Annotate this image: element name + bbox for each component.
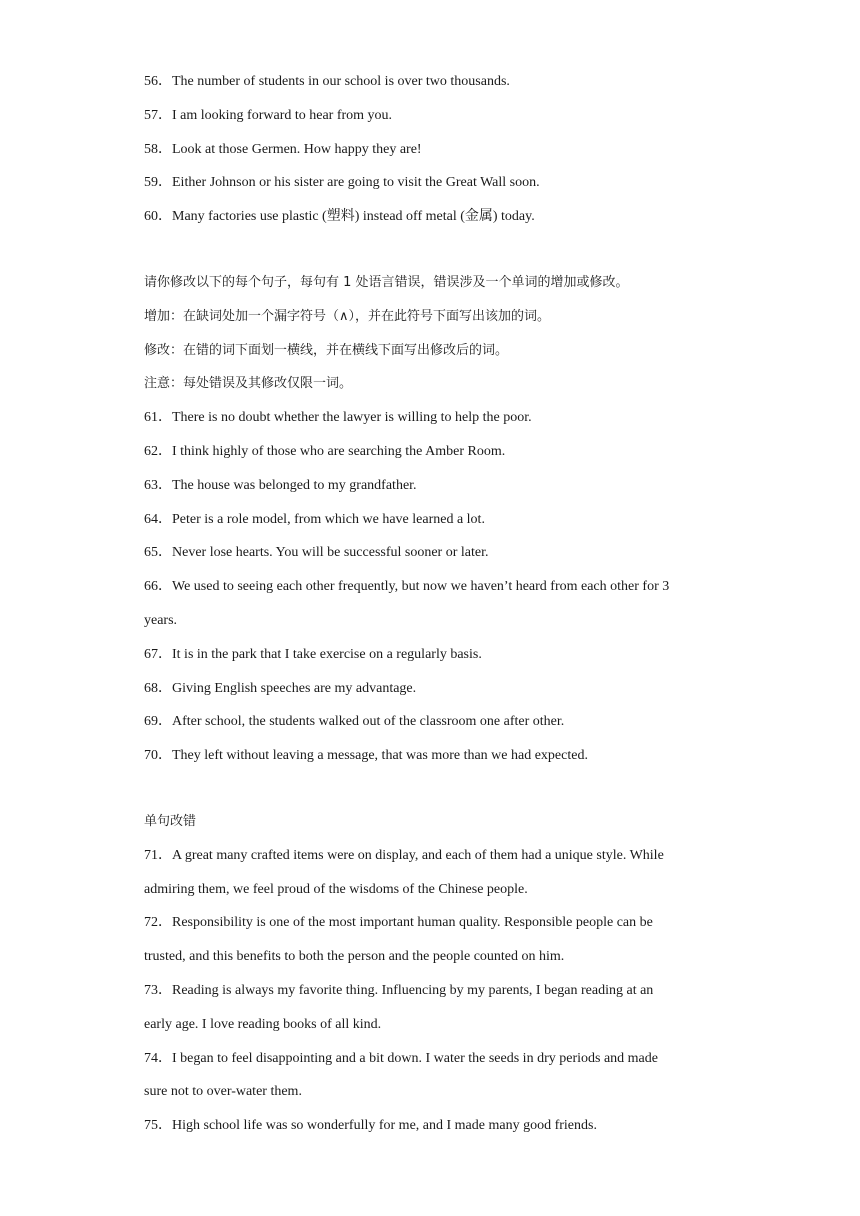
instruction-modify: 修改：在错的词下面划一横线，并在横线下面写出修改后的词。 xyxy=(144,342,509,358)
question-64: 64．Peter is a role model, from which we have learned a lot. xyxy=(144,511,485,527)
question-74-continued: sure not to over-water them. xyxy=(144,1084,302,1100)
question-72: 72．Responsibility is one of the most important human quality. Responsible people can be xyxy=(144,915,653,931)
section-gap xyxy=(144,241,724,273)
question-57: 57．I am looking forward to hear from you. xyxy=(144,107,393,123)
question-74: 74．I began to feel disappointing and a bit down. I water the seeds in dry periods and made xyxy=(144,1050,658,1066)
section-gap xyxy=(144,780,724,812)
instruction-note: 注意：每处错误及其修改仅限一词。 xyxy=(144,376,353,392)
question-71: 71．A great many crafted items were on display, and each of them had a unique style. While xyxy=(144,847,664,863)
question-66-continued: years. xyxy=(144,612,178,628)
document-page xyxy=(144,72,724,1150)
question-60: 60．Many factories use plastic (塑料) instead off metal (金属) today. xyxy=(144,209,535,225)
question-61: 61．There is no doubt whether the lawyer is willing to help the poor. xyxy=(144,410,532,426)
section-1 xyxy=(144,72,724,227)
section-3-title: 单句改错 xyxy=(144,813,197,829)
question-73-continued: early age. I love reading books of all kind. xyxy=(144,1016,382,1032)
question-66: 66．We used to seeing each other frequently, but now we haven’t heard from each other for 3 xyxy=(144,579,670,595)
question-59: 59．Either Johnson or his sister are going to visit the Great Wall soon. xyxy=(144,175,540,191)
question-63: 63．The house was belonged to my grandfather. xyxy=(144,477,417,493)
question-58: 58．Look at those Germen. How happy they are! xyxy=(144,141,422,157)
question-75: 75．High school life was so wonderfully for me, and I made many good friends. xyxy=(144,1118,597,1134)
question-68: 68．Giving English speeches are my advantage. xyxy=(144,680,417,696)
question-72-continued: trusted, and this benefits to both the person and the people counted on him. xyxy=(144,949,565,965)
section-3 xyxy=(144,812,724,1136)
question-62: 62．I think highly of those who are searching the Amber Room. xyxy=(144,443,506,459)
question-56: 56．The number of students in our school is over two thousands. xyxy=(144,74,510,89)
question-69: 69．After school, the students walked out of the classroom one after other. xyxy=(144,714,565,730)
question-70: 70．They left without leaving a message, that was more than we had expected. xyxy=(144,748,588,764)
section-2 xyxy=(144,273,724,766)
question-67: 67．It is in the park that I take exercise on a regularly basis. xyxy=(144,646,482,662)
question-71-continued: admiring them, we feel proud of the wisdoms of the Chinese people. xyxy=(144,881,528,897)
question-65: 65．Never lose hearts. You will be successful sooner or later. xyxy=(144,545,489,561)
instruction-main: 请你修改以下的每个句子，每句有 1 处语言错误，错误涉及一个单词的增加或修改。 xyxy=(144,274,629,290)
instruction-add: 增加：在缺词处加一个漏字符号（∧），并在此符号下面写出该加的词。 xyxy=(144,308,551,324)
question-73: 73．Reading is always my favorite thing. Influencing by my parents, I began reading at an xyxy=(144,982,654,998)
